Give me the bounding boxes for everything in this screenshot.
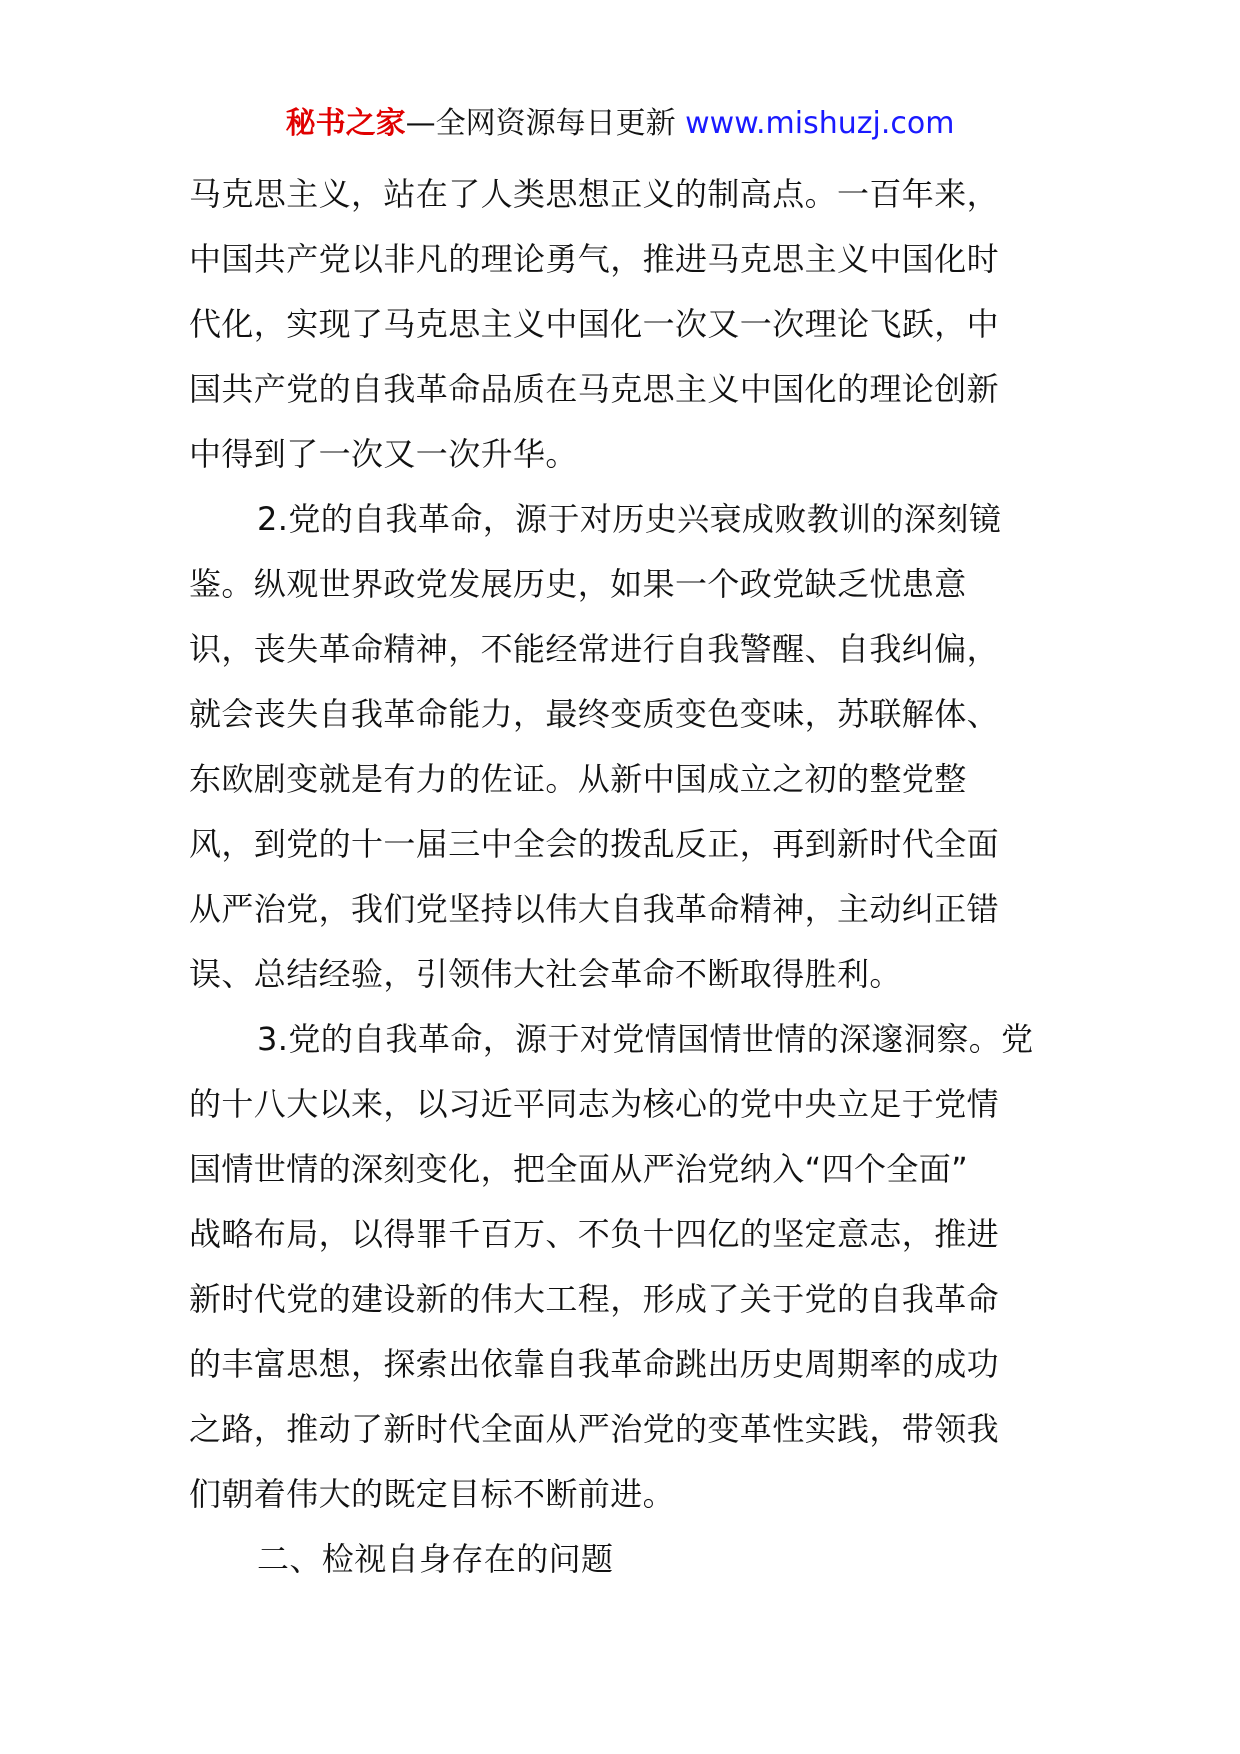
document-body bbox=[189, 162, 1059, 1592]
text-line: 鉴。纵观世界政党发展历史，如果一个政党缺乏忧患意 bbox=[189, 565, 967, 603]
text-line: 中得到了一次又一次升华。 bbox=[189, 435, 578, 473]
text-line: 东欧剧变就是有力的佐证。从新中国成立之初的整党整 bbox=[189, 760, 967, 798]
text-line: 就会丧失自我革命能力，最终变质变色变味，苏联解体、 bbox=[189, 695, 1000, 733]
paragraph-3-first-line: 3.党的自我革命，源于对党情国情世情的深邃洞察。党 bbox=[257, 1020, 1034, 1058]
text-line: 从严治党，我们党坚持以伟大自我革命精神，主动纠正错 bbox=[189, 890, 1000, 928]
text-line: 马克思主义，站在了人类思想正义的制高点。一百年来， bbox=[189, 175, 1000, 213]
text-line: 新时代党的建设新的伟大工程，形成了关于党的自我革命 bbox=[189, 1280, 1000, 1318]
text-line: 的十八大以来，以习近平同志为核心的党中央立足于党情 bbox=[189, 1085, 1000, 1123]
header-brand: 秘书之家 bbox=[285, 106, 406, 141]
text-line: 风，到党的十一届三中全会的拨乱反正，再到新时代全面 bbox=[189, 825, 1000, 863]
text-line: 的丰富思想，探索出依靠自我革命跳出历史周期率的成功 bbox=[189, 1345, 1000, 1383]
header-url-link[interactable]: www.mishuzj.com bbox=[685, 106, 955, 141]
header-tagline: —全网资源每日更新 bbox=[405, 106, 676, 141]
text-line: 们朝着伟大的既定目标不断前进。 bbox=[189, 1475, 676, 1513]
section-heading: 二、检视自身存在的问题 bbox=[257, 1540, 614, 1578]
text-line: 国情世情的深刻变化，把全面从严治党纳入“四个全面” bbox=[189, 1150, 969, 1188]
page-header bbox=[0, 104, 1240, 144]
text-line: 中国共产党以非凡的理论勇气，推进马克思主义中国化时 bbox=[189, 240, 1000, 278]
text-line: 国共产党的自我革命品质在马克思主义中国化的理论创新 bbox=[189, 370, 1000, 408]
text-line: 战略布局，以得罪千百万、不负十四亿的坚定意志，推进 bbox=[189, 1215, 1000, 1253]
text-line: 之路，推动了新时代全面从严治党的变革性实践，带领我 bbox=[189, 1410, 1000, 1448]
paragraph-2-first-line: 2.党的自我革命，源于对历史兴衰成败教训的深刻镜 bbox=[257, 500, 1002, 538]
text-line: 代化，实现了马克思主义中国化一次又一次理论飞跃，中 bbox=[189, 305, 1000, 343]
text-line: 误、总结经验，引领伟大社会革命不断取得胜利。 bbox=[189, 955, 902, 993]
text-line: 识，丧失革命精神，不能经常进行自我警醒、自我纠偏， bbox=[189, 630, 1000, 668]
